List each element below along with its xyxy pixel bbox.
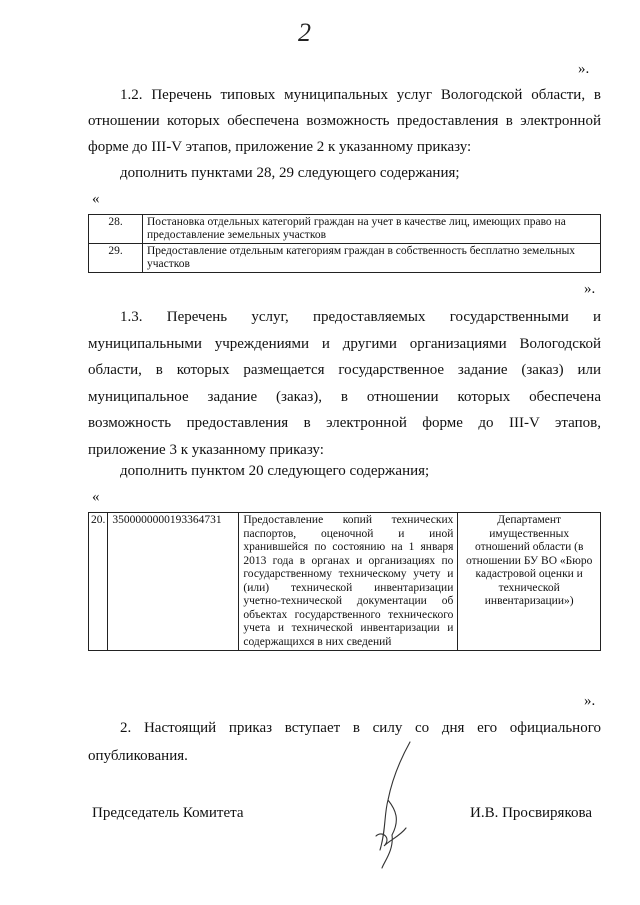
section-2-line: 2. Настоящий приказ вступает в силу со дня его официального <box>120 720 601 736</box>
section-2 <box>88 714 601 770</box>
open-quote: « <box>92 191 100 207</box>
close-quote-2: ». <box>584 693 596 709</box>
close-quote-1: ». <box>584 281 596 297</box>
section-1-2-line: отношении которых обеспечена возможность предоставления в электронной <box>88 113 601 129</box>
add-point-text: дополнить пунктом 20 следующего содержания; <box>120 463 430 479</box>
row-number: 28. <box>89 215 143 244</box>
table-row <box>89 513 601 651</box>
section-1-3 <box>88 304 601 463</box>
open-quote: « <box>92 489 100 505</box>
section-1-3-line: 1.3. Перечень услуг, предоставляемых государственными и <box>120 309 601 325</box>
section-1-3-line: возможность предоставления в электронной форме до III-V этапов, <box>88 415 601 431</box>
signatory-position: Председатель Комитета <box>92 805 244 821</box>
responsible-agency: Департамент имущественных отношений области (в отношении БУ ВО «Бюро кадастровой оценки и технической инвентаризации») <box>458 513 601 651</box>
handwritten-signature <box>370 740 430 870</box>
page-number: 2 <box>298 18 311 47</box>
service-description: Предоставление копий технических паспортов, оценочной и иной хранившейся по состоянию на 1 января 2013 года в органах и организациях по государственному техническому учету и (или) технической инвентаризации учетно-технической документации об объектах государственного технического учета и технической инвентаризации и содержащихся в них сведений <box>239 513 458 651</box>
section-1-3-line: муниципальное задание (заказ), в отношении которых обеспечена <box>88 388 601 405</box>
section-2-line: опубликования. <box>88 748 188 764</box>
row-number: 20. <box>89 513 108 651</box>
section-1-2-line: 1.2. Перечень типовых муниципальных услуг Вологодской области, в <box>120 87 601 103</box>
table-row <box>89 215 601 244</box>
section-1-3-line: приложение 3 к указанному приказу: <box>88 441 324 458</box>
section-1-3-line: муниципальными учреждениями и другими организациями Вологодской <box>88 335 601 352</box>
signatory-name: И.В. Просвирякова <box>470 805 593 821</box>
table-row <box>89 244 601 273</box>
service-code: 3500000000193364731 <box>108 513 239 651</box>
services-table-1 <box>88 214 601 273</box>
section-1-2 <box>88 82 601 160</box>
add-points-text: дополнить пунктами 28, 29 следующего содержания; <box>120 165 460 181</box>
row-text: Предоставление отдельным категориям граждан в собственность бесплатно земельных участков <box>143 244 601 273</box>
services-table-2 <box>88 512 601 651</box>
section-1-2-line: форме до III-V этапов, приложение 2 к указанному приказу: <box>88 139 472 155</box>
section-1-3-line: области, в которых размещается государственное задание (заказ) или <box>88 362 601 378</box>
close-quote-top: ». <box>578 61 590 77</box>
row-number: 29. <box>89 244 143 273</box>
row-text: Постановка отдельных категорий граждан на учет в качестве лиц, имеющих право на предоставление земельных участков <box>143 215 601 244</box>
